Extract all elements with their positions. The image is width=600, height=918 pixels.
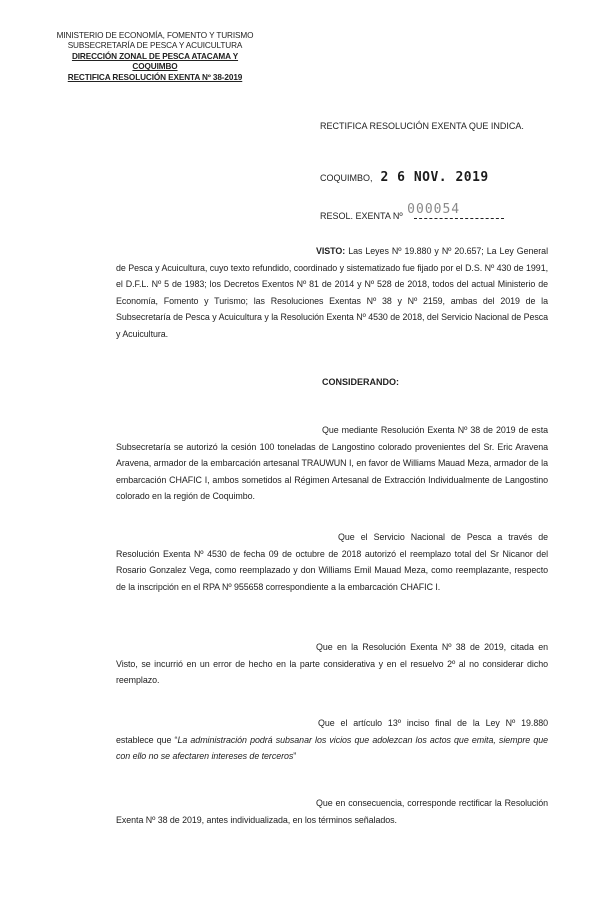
paragraph-4-text: establece que “	[116, 734, 178, 745]
zonal-direction-line2: COQUIMBO	[132, 62, 178, 72]
undersecretariat-name: SUBSECRETARÍA DE PESCA Y ACUICULTURA	[67, 41, 243, 51]
resolution-title: RECTIFICA RESOLUCIÓN EXENTA QUE INDICA.	[320, 121, 524, 131]
paragraph-5-lead: Que en consecuencia, corresponde rectificar la	[316, 798, 502, 808]
considerando-paragraph-4	[116, 715, 548, 765]
paragraph-2-text: Resolución Exenta Nº 4530 de fecha 09 de octubre de 2018 autorizó el reemplazo total del Sr Nicanor del Rosario Gonzalez Vega, como reemplazado y don Williams Emil Mauad Meza, como reemplazante, respecto de la inscripción en el RPA Nº 955658 correspondiente a la embarcación CHAFIC I.	[116, 548, 548, 592]
considerando-heading: CONSIDERANDO:	[322, 377, 400, 387]
visto-text: Las Leyes Nº 19.880 y Nº 20.657; La Ley General de Pesca y Acuicultura, cuyo texto refundido, coordinado y sistematizado fue fijado por el D.S. Nº 430 de 1991, el D.F.L. Nº 5 de 1983; los Decretos Exentos Nº 81 de 2014 y Nº 528 de 2018, todos del actual Ministerio de Economía, Fomento y Turismo; las Resoluciones Exentas Nº 38 y Nº 2159, ambas del 2019 de la Subsecretaría de Pesca y Acuicultura y la Resolución Exenta Nº 4530 de 2018, del Servicio Nacional de Pesca y Acuicultura.	[116, 246, 548, 339]
paragraph-5-text: Resolución Exenta Nº 38 de 2019, antes individualizada, en los términos señalados.	[116, 798, 548, 825]
ministry-name: MINISTERIO DE ECONOMÍA, FOMENTO Y TURISMO	[56, 31, 254, 40]
visto-label: VISTO:	[316, 246, 346, 256]
document-subject: RECTIFICA RESOLUCIÓN EXENTA Nº 38-2019	[67, 72, 243, 82]
considerando-paragraph-2	[116, 529, 548, 595]
place: COQUIMBO,	[320, 173, 373, 183]
resolution-number	[320, 202, 504, 223]
resolution-number-stamp: 000054	[407, 202, 461, 217]
visto-paragraph	[116, 243, 548, 343]
paragraph-3-lead: Que en la Resolución Exenta Nº 38 de 2019, citada	[316, 642, 534, 652]
paragraph-1-lead: Que mediante Resolución Exenta Nº 38 de 2019	[322, 425, 516, 435]
considerando-paragraph-5	[116, 795, 548, 828]
date-stamp: 2 6 NOV. 2019	[380, 170, 489, 185]
paragraph-1-text: de esta Subsecretaría se autorizó la cesión 100 toneladas de Langostino colorado provenientes del Sr. Eric Aravena Aravena, armador de la embarcación artesanal TRAUWUN I, en favor de Williams Mauad Meza, armador de la embarcación CHAFIC I, ambos sometidos al Régimen Artesanal de Extracción Individualmente de Langostino colorado en la región de Coquimbo.	[116, 425, 548, 502]
paragraph-3-text: en Visto, se incurrió en un error de hecho en la parte considerativa y en el resuelvo 2º al no considerar dicho reemplazo.	[116, 642, 548, 686]
legal-quote: La administración podrá subsanar los vicios que adolezcan los actos que emita, siempre que con ello no se afectaren intereses de terceros	[116, 734, 548, 762]
considerando-paragraph-1	[116, 422, 548, 505]
letterhead	[40, 31, 270, 83]
paragraph-4-lead: Que el artículo 13º inciso final de la Ley Nº 19.880	[318, 718, 548, 728]
place-date	[320, 170, 489, 185]
number-underline	[414, 218, 504, 219]
quote-close: ”	[293, 751, 297, 762]
considerando-paragraph-3	[116, 639, 548, 689]
paragraph-2-lead: Que el Servicio Nacional de Pesca a través de	[338, 532, 548, 542]
resolution-label: RESOL. EXENTA Nº	[320, 211, 403, 221]
zonal-direction-line1: DIRECCIÓN ZONAL DE PESCA ATACAMA Y	[71, 51, 239, 61]
